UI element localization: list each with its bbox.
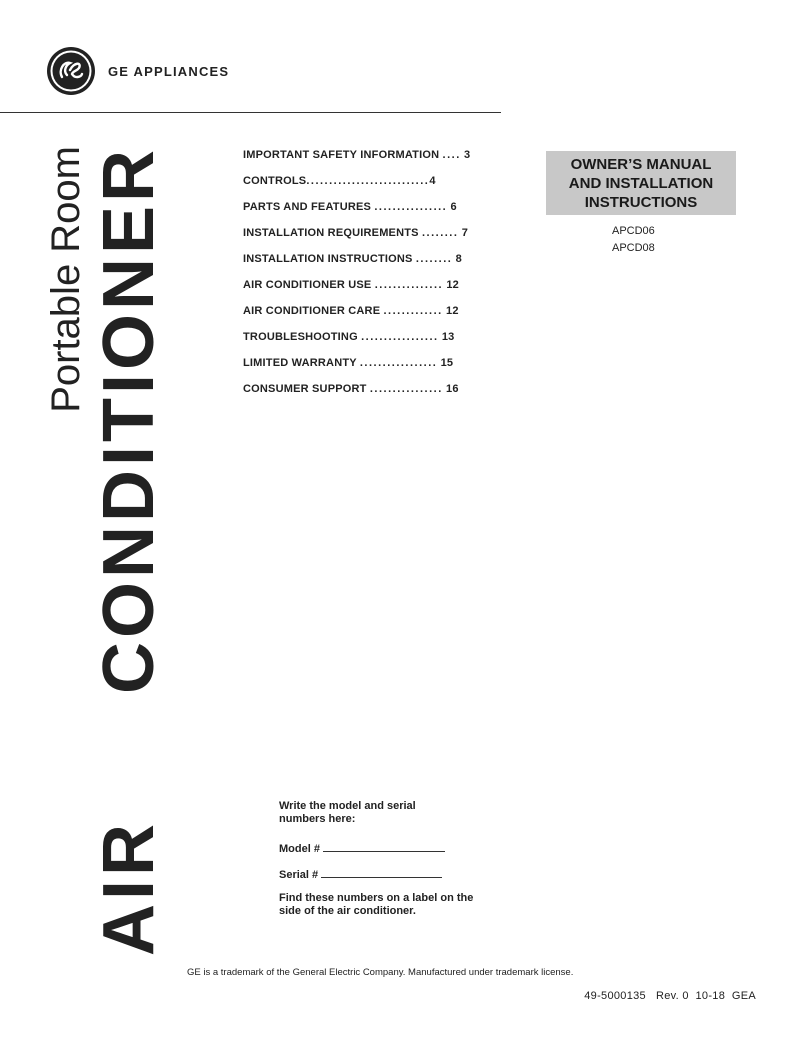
record-note: Find these numbers on a label on the side of the air conditioner. [279,892,474,917]
title-subtitle: Portable Room [44,146,88,413]
toc-item[interactable]: IMPORTANT SAFETY INFORMATION .... 3 [243,149,471,161]
toc-item[interactable]: CONSUMER SUPPORT ................ 16 [243,383,459,395]
toc-item[interactable]: AIR CONDITIONER USE ............... 12 [243,279,459,291]
title-main: AIR CONDITIONER [89,146,169,956]
ge-monogram-icon [46,46,96,96]
table-of-contents [243,149,470,409]
model-list [612,223,655,257]
header-rule [0,112,501,113]
toc-item[interactable]: CONTROLS...........................4 [243,175,436,187]
brand-name: GE APPLIANCES [108,64,230,79]
toc-item[interactable]: INSTALLATION REQUIREMENTS ........ 7 [243,227,469,239]
manual-type-line: INSTRUCTIONS [584,194,698,211]
model-number: APCD08 [612,242,655,254]
serial-field[interactable] [321,866,442,878]
cover-title [40,146,170,956]
toc-item[interactable]: INSTALLATION INSTRUCTIONS ........ 8 [243,253,462,265]
trademark-notice: GE is a trademark of the General Electric Company. Manufactured under trademark license. [187,967,574,978]
manual-type-line: AND INSTALLATION [568,175,714,192]
model-label: Model # [279,843,320,855]
toc-item[interactable]: PARTS AND FEATURES ................ 6 [243,201,457,213]
record-intro: Write the model and serial numbers here: [279,800,416,825]
toc-item[interactable]: AIR CONDITIONER CARE ............. 12 [243,305,459,317]
manual-type-line: OWNER’S MANUAL [570,156,712,173]
manual-type-box [546,151,736,215]
toc-item[interactable]: TROUBLESHOOTING ................. 13 [243,331,455,343]
model-field[interactable] [323,840,445,852]
record-section [279,800,539,918]
model-line [279,840,539,866]
serial-line [279,866,539,892]
document-number: 49-5000135 Rev. 0 10-18 GEA [584,990,756,1002]
model-number: APCD06 [612,225,655,237]
toc-item[interactable]: LIMITED WARRANTY ................. 15 [243,357,454,369]
serial-label: Serial # [279,869,319,881]
